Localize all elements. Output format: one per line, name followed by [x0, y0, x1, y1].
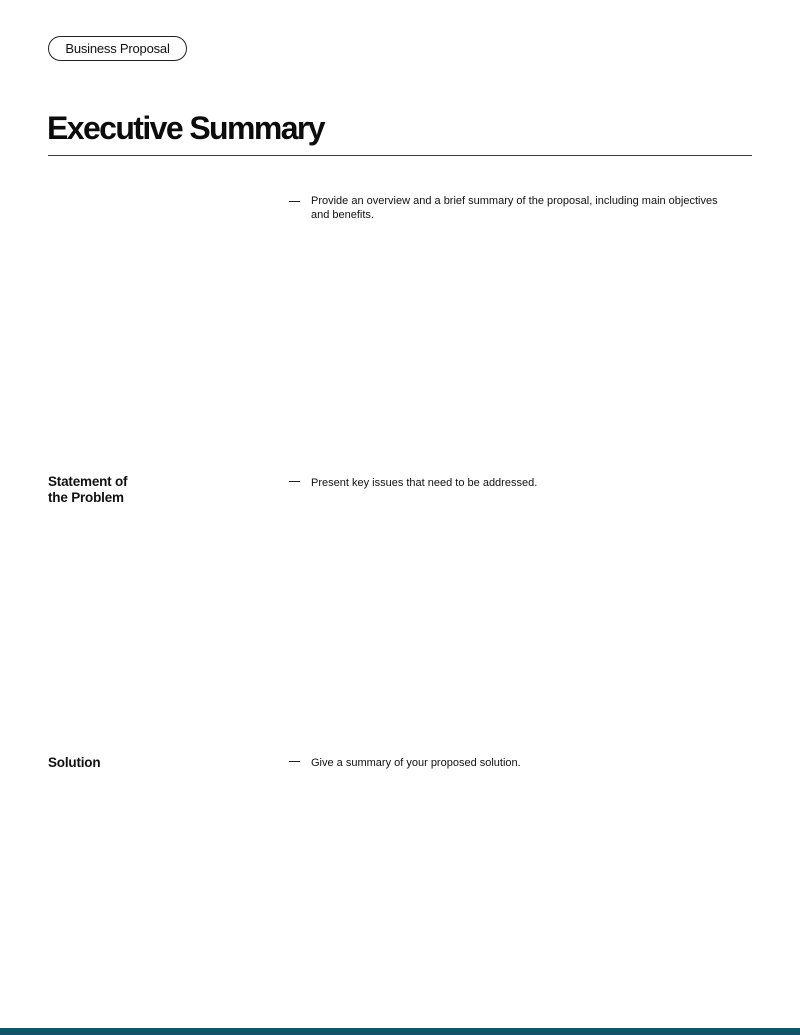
section-problem-heading: Statement of the Problem	[48, 474, 128, 505]
dash-bullet	[289, 481, 300, 482]
section-problem-text: Present key issues that need to be addressed.	[311, 477, 538, 489]
page-title: Executive Summary	[47, 110, 324, 146]
badge-label: Business Proposal	[65, 41, 170, 56]
title-divider	[48, 155, 752, 156]
footer-accent-bar	[0, 1028, 800, 1035]
section-solution-heading: Solution	[48, 755, 101, 770]
section-overview-text: Provide an overview and a brief summary of the proposal, including main objectives and benefits.	[311, 195, 718, 221]
business-proposal-badge	[48, 36, 187, 61]
dash-bullet	[289, 761, 300, 762]
dash-bullet	[289, 201, 300, 202]
section-solution-text: Give a summary of your proposed solution.	[311, 757, 521, 769]
